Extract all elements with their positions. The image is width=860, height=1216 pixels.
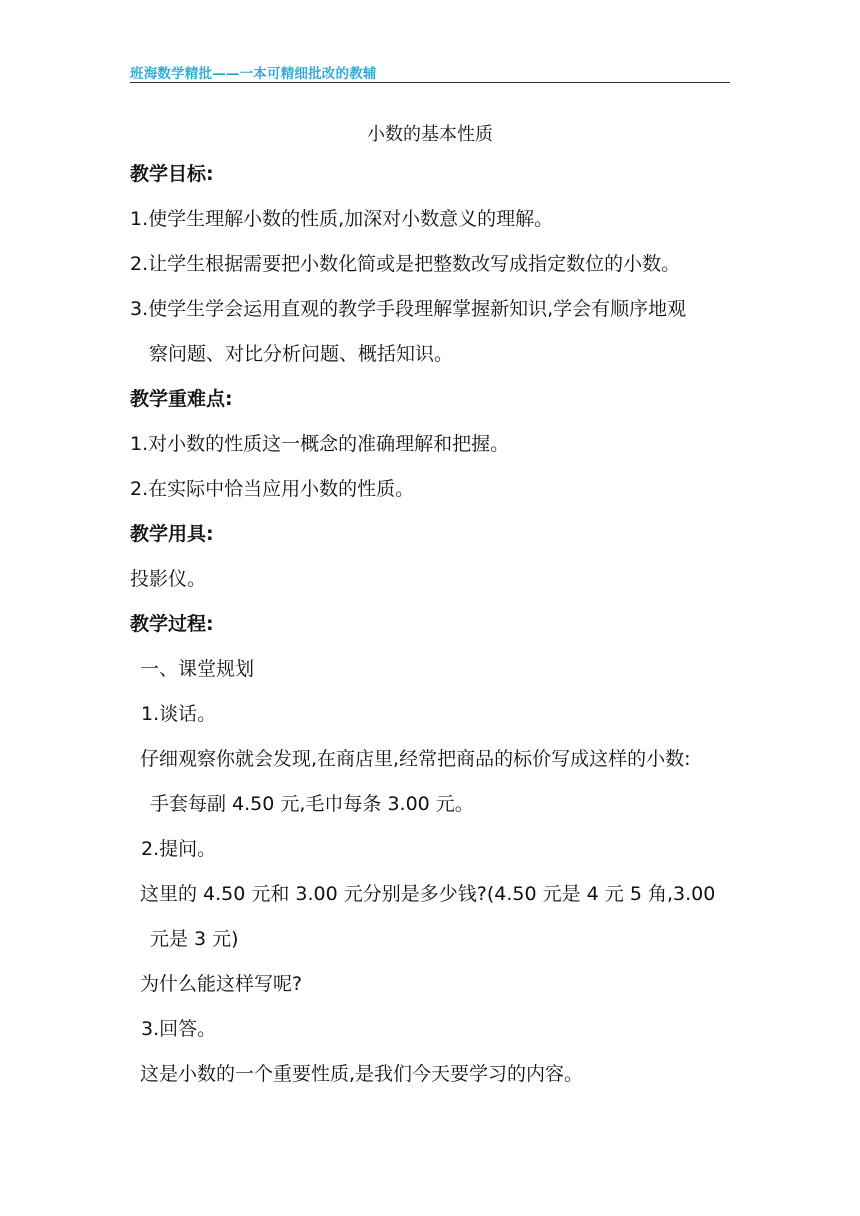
process-paragraph-observe-continued: 手套每副 4.50 元,毛巾每条 3.00 元。: [150, 793, 474, 815]
tool-item-1: 投影仪。: [130, 568, 207, 590]
key-point-item-1: 1.对小数的性质这一概念的准确理解和把握。: [130, 433, 510, 455]
process-paragraph-observe: 仔细观察你就会发现,在商店里,经常把商品的标价写成这样的小数:: [140, 748, 691, 770]
document-title: 小数的基本性质: [367, 124, 493, 145]
goal-item-3-continued: 察问题、对比分析问题、概括知识。: [149, 343, 454, 365]
section-heading-goals: 教学目标:: [130, 163, 214, 185]
section-heading-key-points: 教学重难点:: [130, 388, 233, 410]
goal-item-1: 1.使学生理解小数的性质,加深对小数意义的理解。: [130, 208, 554, 230]
header-divider: [130, 82, 730, 83]
goal-item-2: 2.让学生根据需要把小数化简或是把整数改写成指定数位的小数。: [130, 253, 681, 275]
process-item-ask: 2.提问。: [141, 838, 217, 860]
process-paragraph-why: 为什么能这样写呢?: [140, 973, 303, 995]
process-step-heading: 一、课堂规划: [140, 658, 255, 680]
process-paragraph-question-continued: 元是 3 元): [150, 928, 239, 950]
process-paragraph-question: 这里的 4.50 元和 3.00 元分别是多少钱?(4.50 元是 4 元 5 角,3.00: [140, 883, 716, 905]
section-heading-tools: 教学用具:: [130, 523, 214, 545]
goal-item-3: 3.使学生学会运用直观的教学手段理解掌握新知识,学会有顺序地观: [130, 298, 687, 320]
section-heading-process: 教学过程:: [130, 613, 214, 635]
process-paragraph-conclusion: 这是小数的一个重要性质,是我们今天要学习的内容。: [140, 1063, 584, 1085]
process-item-answer: 3.回答。: [141, 1018, 217, 1040]
process-item-talk: 1.谈话。: [141, 703, 217, 725]
page-header: 班海数学精批——一本可精细批改的教辅: [130, 66, 377, 82]
key-point-item-2: 2.在实际中恰当应用小数的性质。: [130, 478, 415, 500]
